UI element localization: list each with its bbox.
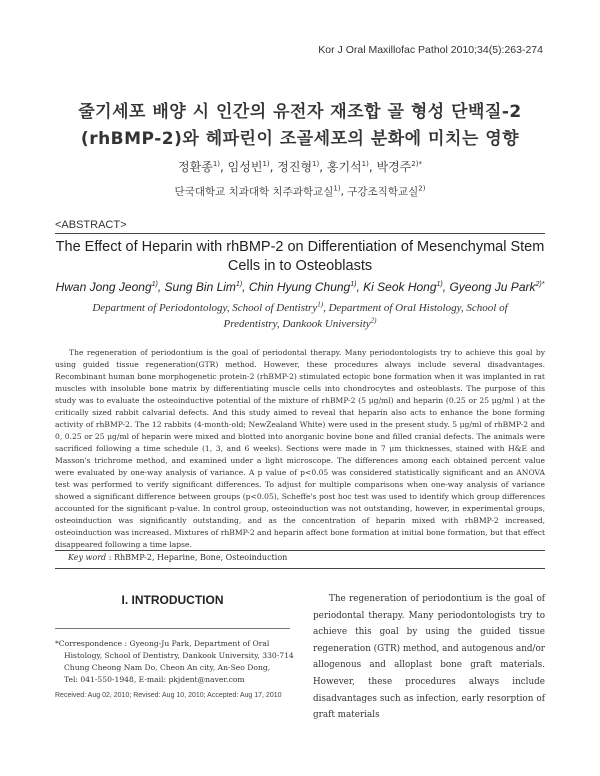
author-sup: 1): [436, 281, 443, 288]
correspondence-footnote: [55, 638, 294, 686]
korean-author: 임성빈: [227, 160, 263, 174]
korean-author: 정환종: [178, 160, 213, 174]
affiliation-sup: 1): [333, 184, 341, 193]
korean-affiliation: 구강조직학교실: [347, 186, 419, 198]
keywords-label: Key word: [68, 553, 107, 562]
affiliation-dept-2: , Department of Oral Histology, School of: [323, 302, 508, 314]
english-author: Hwan Jong Jeong: [55, 280, 152, 294]
footnote-divider: [55, 628, 290, 629]
english-authors: Hwan Jong Jeong$^{1)}$, Sung Bin Lim$^{1)}$, Chin Hyung Chung$^{1)}$, Ki Seok Hong$^{1)}$, Gyeong Ju Park$^{2)*}$: [55, 280, 545, 294]
affiliation-dept-1: Department of Periodontology, School of Dentistry: [92, 302, 318, 314]
section-heading: I. INTRODUCTION: [121, 593, 224, 607]
korean-affiliation: 단국대학교 치과대학 치주과학교실: [174, 186, 334, 198]
author-sup: 2)*: [535, 281, 545, 288]
affiliation-sup: 2): [418, 184, 426, 193]
footnote-line: Tel: 041-550-1948, E-mail: pkjdent@naver.com: [64, 675, 245, 684]
korean-author: 홍기석: [326, 160, 362, 174]
english-affiliation-line-2: [0, 318, 600, 330]
received-dates: Received: Aug 02, 2010; Revised: Aug 10, 2010; Accepted: Aug 17, 2010: [55, 692, 282, 699]
author-sup: 1): [151, 281, 158, 288]
english-author: Gyeong Ju Park: [449, 280, 536, 294]
affiliation-sup: 2): [370, 316, 377, 325]
author-sup: 1): [350, 281, 357, 288]
author-sup: 1): [312, 160, 320, 168]
keywords-divider-top: [55, 550, 545, 551]
affiliation-sup: 1): [317, 300, 324, 309]
english-author: Ki Seok Hong: [363, 280, 437, 294]
korean-affiliations: 단국대학교 치과대학 치주과학교실$^{1)}$, 구강조직학교실$^{2)}$: [174, 184, 426, 198]
korean-title-line-2: (rhBMP-2)와 헤파린이 조골세포의 분화에 미치는 영향: [80, 129, 520, 149]
english-title-line-1: The Effect of Heparin with rhBMP-2 on Differentiation of Mesenchymal Stem: [55, 239, 545, 255]
keywords-divider-bottom: [55, 568, 545, 569]
footnote-line: *Correspondence : Gyeong-Ju Park, Department of Oral: [55, 639, 270, 648]
keywords: Key word : RhBMP-2, Heparine, Bone, Osteoinduction: [68, 553, 288, 562]
korean-title-line-1: 줄기세포 배양 시 인간의 유전자 재조합 골 형성 단백질-2: [78, 102, 522, 122]
english-title-line-2: Cells in to Osteoblasts: [227, 258, 373, 274]
abstract-divider: [55, 233, 545, 234]
english-affiliation-line-1: [0, 302, 600, 314]
abstract-label: <ABSTRACT>: [55, 219, 127, 231]
author-sup: 1): [361, 160, 369, 168]
keywords-value: RhBMP-2, Heparine, Bone, Osteoinduction: [113, 553, 288, 562]
abstract-body: The regeneration of periodontium is the goal of periodontal therapy. Many periodontologists try to achieve this goal by using guided tissue regeneration(GTR) method. However, these procedures always include several disadvantages. Recombinant human bone morphogenetic protein-2 (rhBMP-2) stimulated ectopic bone formation when it was implanted in rat muscles with insoluble bone matrix by differentiating muscle cells into chondrocytes and osteoblasts. The purpose of this study was to evaluate the osteoinductive potential of the mixture of rhBMP-2 (5 μg/ml) and heparin (0.25 or 25 μg/ml ) at the critically sized rabbit calvarial defects. And this study aimed to reveal that heparin also acts to enhance the bone forming activity of rhBMP-2. The 12 rabbits (4-month-old; NewZealand White) were used in the present study. 5 μg/ml of rhBMP-2 and 0, 0.25 or 25 μg/ml of heparin were mixed and blotted into anorganic bovine bone and filled cranial defects. The animals were sacrificed following a time schedule (1, 3, and 6 weeks). Sections were made in 7 μm thicknesses, stained with H&E and Masson's trichrome method, and examined under a light microscope. The differences among each obtained percent value were evaluated by one-way analysis of variance. A p value of p<0.05 was considered statistically significant and an ANOVA test was performed to verify significant differences. To adjust for multiple comparisons when one-way analysis of variance showed a significant difference between groups (p<0.05), Scheffe's post hoc test was used to identify which group differences accounted for the significant p-value. In control group, osteoinduction was not outstanding, however, in experimental groups, osteoinduction was significantly outstanding, and as the concentration of heparin mixed with rhBMP-2 increased, osteoinduction was increased. Mixtures of rhBMP-2 and heparin affect bone formation at initial bone formation, but that effect disappeared following a time lapse.: [55, 348, 545, 549]
english-author: Sung Bin Lim: [164, 280, 236, 294]
author-sup: 1): [212, 160, 221, 168]
affiliation-university: Predentistry, Dankook University: [223, 318, 371, 330]
author-sup: 1): [262, 160, 270, 168]
footnote-line: Histology, School of Dentistry, Dankook University, 330-714: [64, 651, 294, 660]
author-sup: 2)*: [411, 160, 422, 168]
korean-authors: 정환종$^{1)}$, 임성빈$^{1)}$, 정진형$^{1)}$, 홍기석$^{1)}$, 박경주$^{2)*}$: [178, 160, 422, 174]
author-sup: 1): [235, 281, 243, 288]
introduction-body: The regeneration of periodontium is the goal of periodontal therapy. Many periodontologists try to achieve this goal by using the guided tissue regeneration (GTR) method, and autogenous and/or allogenous and alloplast bone graft materials. However, these procedures always include disadvantages such as infection, early resorption of graft materials: [313, 594, 545, 721]
english-author: Chin Hyung Chung: [248, 280, 351, 294]
footnote-line: Chung Cheong Nam Do, Cheon An city, An-Seo Dong,: [64, 663, 271, 672]
korean-author: 정진형: [277, 160, 313, 174]
korean-author: 박경주: [376, 160, 412, 174]
journal-reference: Kor J Oral Maxillofac Pathol 2010;34(5):263-274: [318, 44, 543, 56]
